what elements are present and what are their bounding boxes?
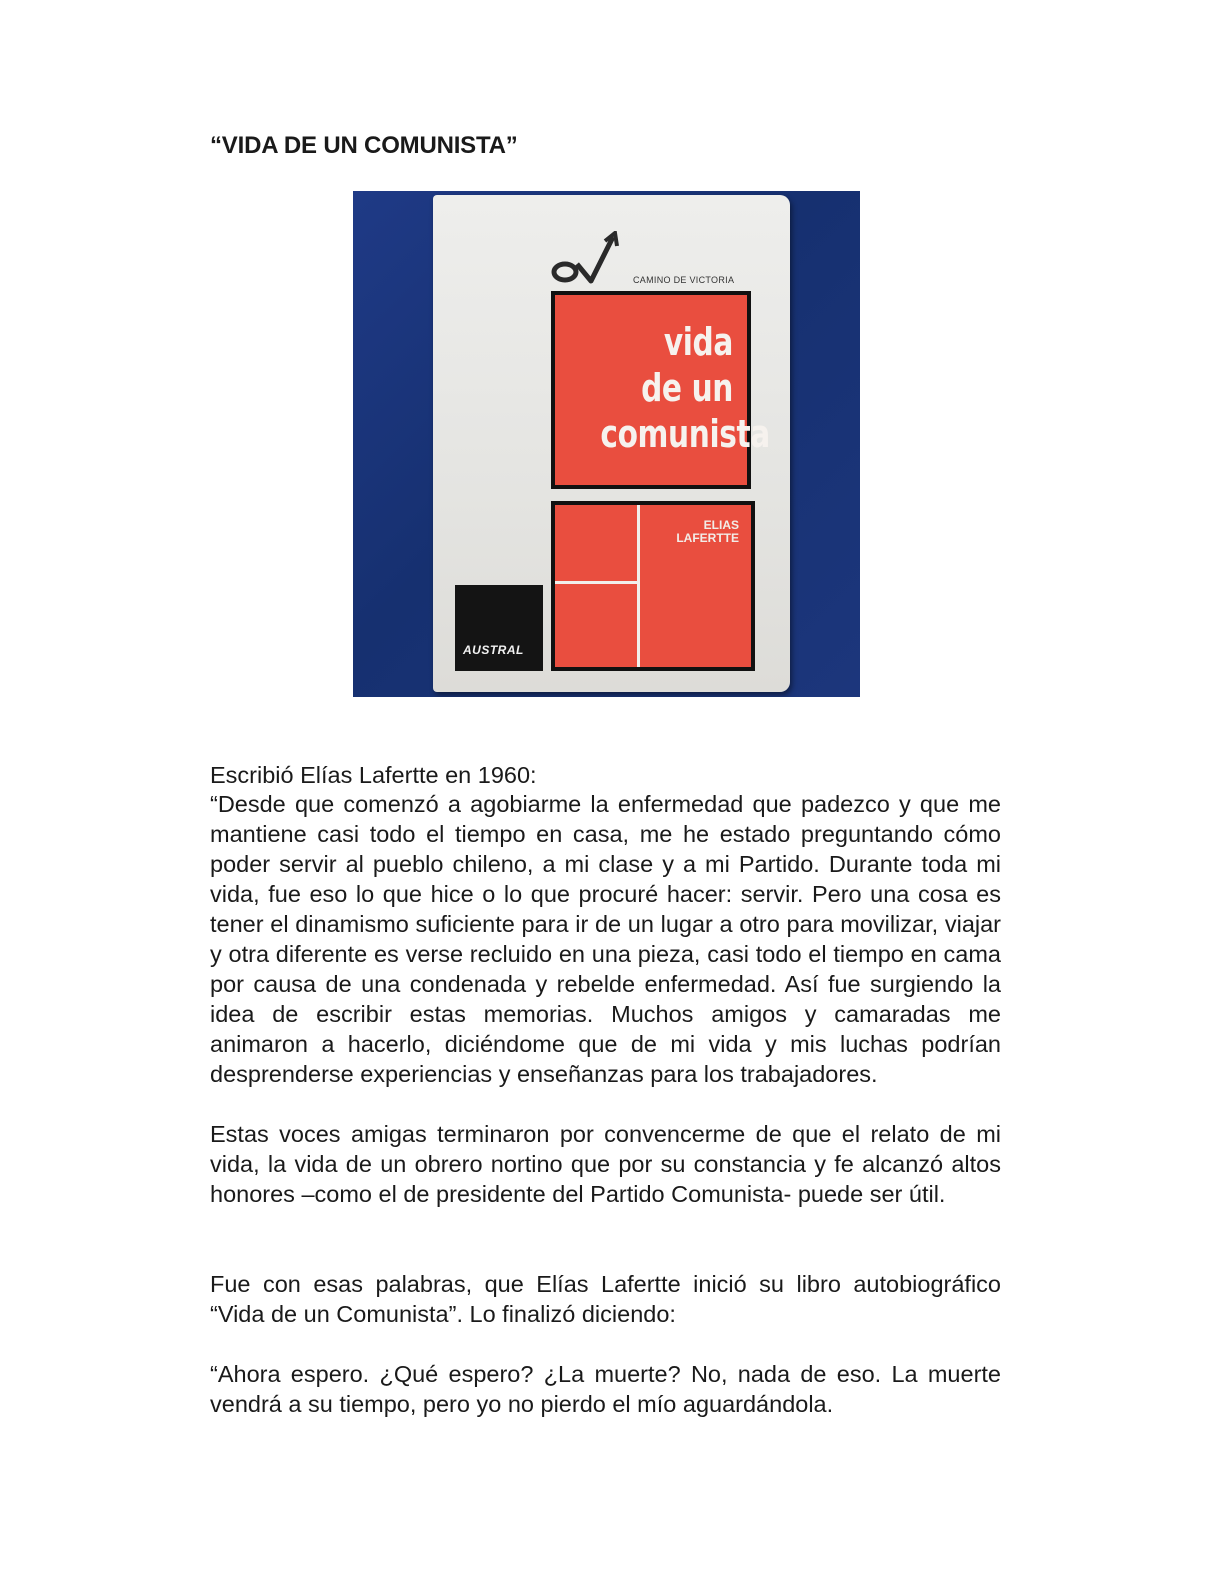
cover-title-line: comunista [600,412,770,456]
book-cover [433,195,790,692]
cover-divider [555,581,640,584]
quote-paragraph: “Desde que comenzó a agobiarme la enfermedad que padezco y que me mantiene casi todo el tiempo en casa, me he estado preguntando cómo poder servir al pueblo chileno, a mi clase y a mi Partido. Durante toda mi vida, fue eso lo que hice o lo que procuré hacer: servir. Pero una cosa es tener el dinamismo suficiente para ir de un lugar a otro para movilizar, viajar y otra diferente es verse recluido en una pieza, casi todo el tiempo en cama por causa de una condenada y rebelde enfermedad. Así fue surgiendo la idea de escribir estas memorias. Muchos amigos y camaradas me animaron a hacerlo, diciéndome que de mi vida y mis luchas podrían desprenderse experiencias y enseñanzas para los trabajadores. [210,791,1001,1087]
page-title: “VIDA DE UN COMUNISTA” [210,132,518,159]
cover-title-box [551,291,770,489]
cover-author [629,519,739,545]
quote-paragraph: Estas voces amigas terminaron por convencerme de que el relato de mi vida, la vida de un obrero nortino que por su constancia y fe alcanzó altos honores –como el de presidente del Partido Comunista- puede ser útil. [210,1121,1001,1207]
imprint-box [455,585,543,671]
book-cover-photo [353,191,860,697]
imprint-label: AUSTRAL [463,643,524,657]
cover-author-line: LAFERTTE [676,531,739,545]
publisher-logo-icon [551,231,641,287]
series-label: CAMINO DE VICTORIA [633,275,735,285]
intro-line: Escribió Elías Lafertte en 1960: [210,762,537,788]
cover-title-line: de un [641,366,733,410]
body-paragraph: Fue con esas palabras, que Elías Lafertte inició su libro autobiográfico “Vida de un Comunista”. Lo finalizó diciendo: [210,1271,1001,1327]
cover-title [600,319,770,457]
cover-title-line: vida [663,320,733,364]
cover-author-line: ELIAS [703,518,739,532]
quote-paragraph: “Ahora espero. ¿Qué espero? ¿La muerte? No, nada de eso. La muerte vendrá a su tiempo, pero yo no pierdo el mío aguardándola. [210,1361,1001,1417]
cover-author-box [551,501,755,671]
